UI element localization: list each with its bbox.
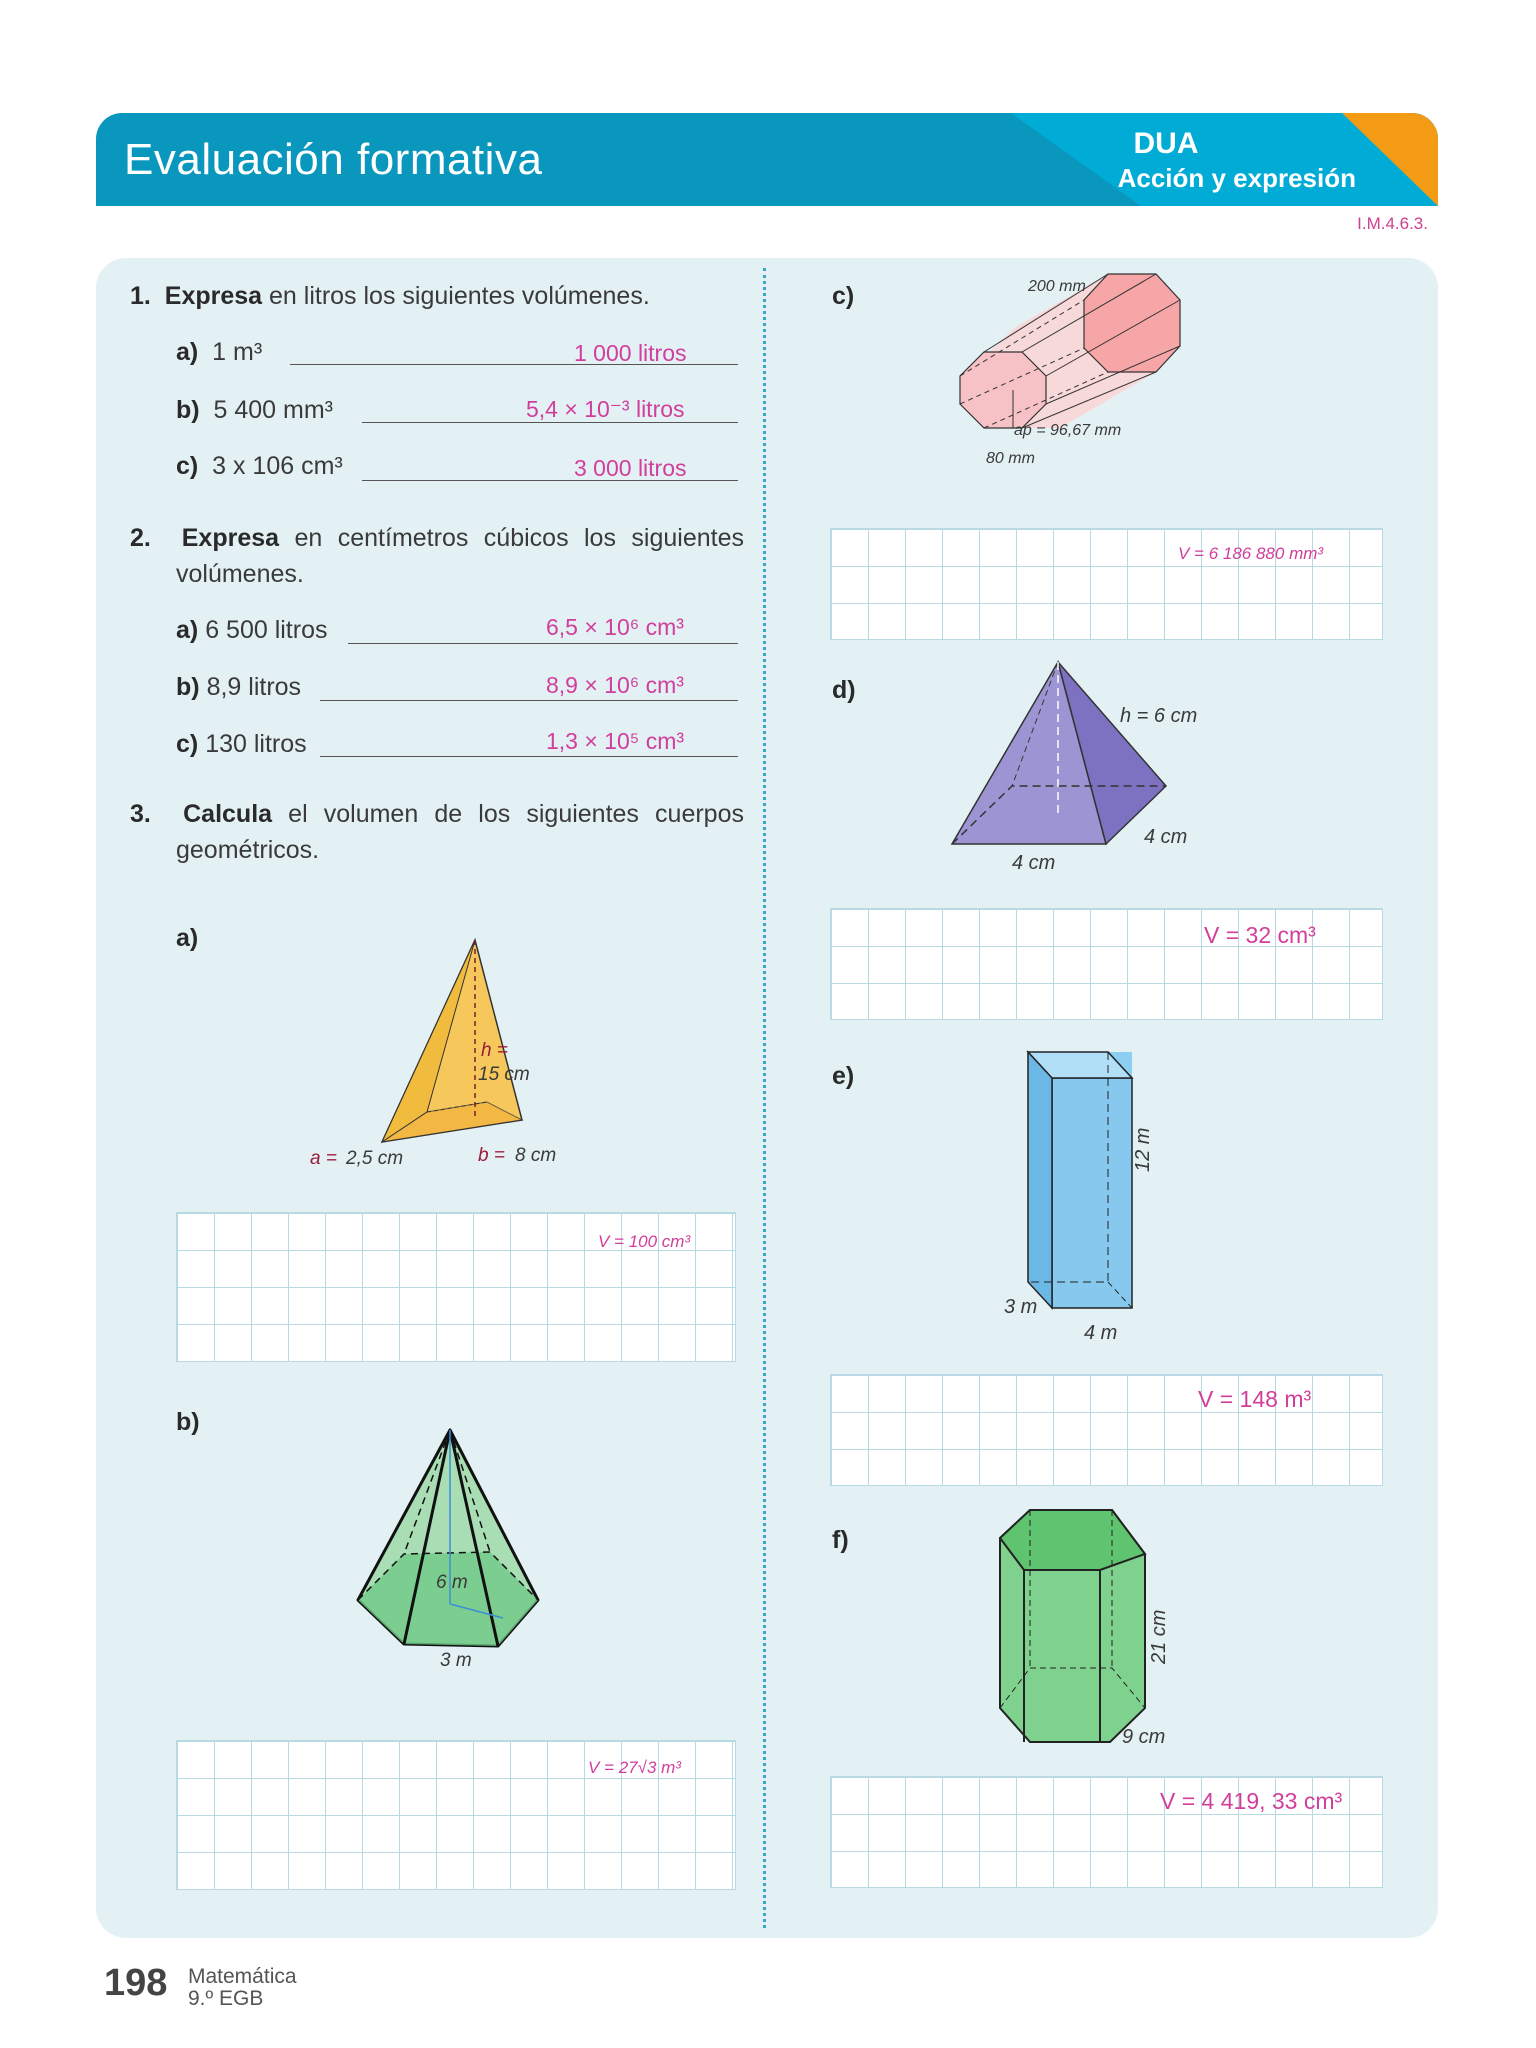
footer-subject: Matemática 9.º EGB [188,1965,297,2010]
q3b-answer: V = 27√3 m³ [588,1758,681,1777]
q3c-answer: V = 6 186 880 mm³ [1178,544,1324,563]
q3-statement: 3. Calcula el volumen de los siguientes cuerpos [130,800,744,828]
q2-statement-cont: volúmenes. [176,560,304,588]
q3b-base: 3 m [440,1650,472,1671]
q3a-a-value: 2,5 cm [346,1148,404,1169]
q3e-height: 12 m [1132,1127,1154,1172]
q3a-b-label: b = [478,1145,505,1166]
q3a-a-label: a = [310,1148,337,1169]
q1-answer-c: 3 000 litros [574,455,687,481]
hexagonal-prism-figure [1000,1508,1160,1748]
q3f-side: 9 cm [1122,1726,1166,1748]
q3f-height: 21 cm [1148,1609,1170,1664]
rectangular-prism-figure [1028,1050,1148,1330]
q2-item-c: c) 130 litros [176,730,307,758]
octagonal-prism-figure [960,272,1220,472]
q1-answer-b: 5,4 × 10⁻³ litros [526,396,685,422]
q3d-height: h = 6 cm [1120,705,1198,727]
dua-label: DUA [1133,127,1199,160]
q3a-b-value: 8 cm [515,1145,557,1166]
answer-line [320,700,738,701]
q3d-side1: 4 cm [1144,826,1188,848]
q2-item-a: a) 6 500 litros [176,616,328,644]
page-number: 198 [104,1962,168,2004]
q3a-letter: a) [176,924,199,952]
q2-statement: 2. Expresa en centímetros cúbicos los siguientes [130,524,744,552]
pentagonal-pyramid-figure [358,1428,548,1658]
page-title: Evaluación formativa [124,135,543,184]
q1-answer-a: 1 000 litros [574,340,687,366]
q3a-answer: V = 100 cm³ [598,1232,691,1251]
q3b-height: 6 m [436,1572,468,1593]
column-divider [763,268,766,1928]
q2-answer-c: 1,3 × 10⁵ cm³ [546,728,685,754]
answer-line [348,643,738,644]
q1-item-b: b) 5 400 mm³ [176,396,333,424]
q1-item-a: a) 1 m³ [176,338,263,366]
q3a-h-label: h = [481,1040,508,1061]
q3f-letter: f) [832,1526,849,1554]
q3d-side2: 4 cm [1012,852,1056,874]
q2-answer-a: 6,5 × 10⁶ cm³ [546,614,684,640]
square-pyramid-figure [952,660,1182,850]
q3e-answer: V = 148 m³ [1198,1386,1312,1412]
q3c-apothem: ap = 96,67 mm [1014,422,1122,439]
q3e-width: 3 m [1004,1296,1038,1318]
answer-line [320,756,738,757]
dua-subtitle: Acción y expresión [1117,163,1356,193]
q3f-answer: V = 4 419, 33 cm³ [1160,1788,1343,1814]
q3a-h-value: 15 cm [478,1064,530,1085]
q3b-letter: b) [176,1408,200,1436]
q3c-side: 80 mm [986,450,1035,467]
section-header [96,113,1438,206]
q3c-length: 200 mm [1028,278,1086,295]
indicator-code: I.M.4.6.3. [1357,214,1428,233]
q3c-letter: c) [832,282,855,310]
q3d-answer: V = 32 cm³ [1204,922,1316,948]
q3e-depth: 4 m [1084,1322,1118,1344]
q2-item-b: b) 8,9 litros [176,673,302,701]
exercise-panel [96,258,1438,1938]
q2-answer-b: 8,9 × 10⁶ cm³ [546,672,684,698]
q1-item-c: c) 3 x 106 cm³ [176,452,343,480]
q3-statement-cont: geométricos. [176,836,320,864]
q1-statement: 1. Expresa en litros los siguientes volúmenes. [130,282,650,310]
q3d-letter: d) [832,676,856,704]
q3e-letter: e) [832,1062,855,1090]
